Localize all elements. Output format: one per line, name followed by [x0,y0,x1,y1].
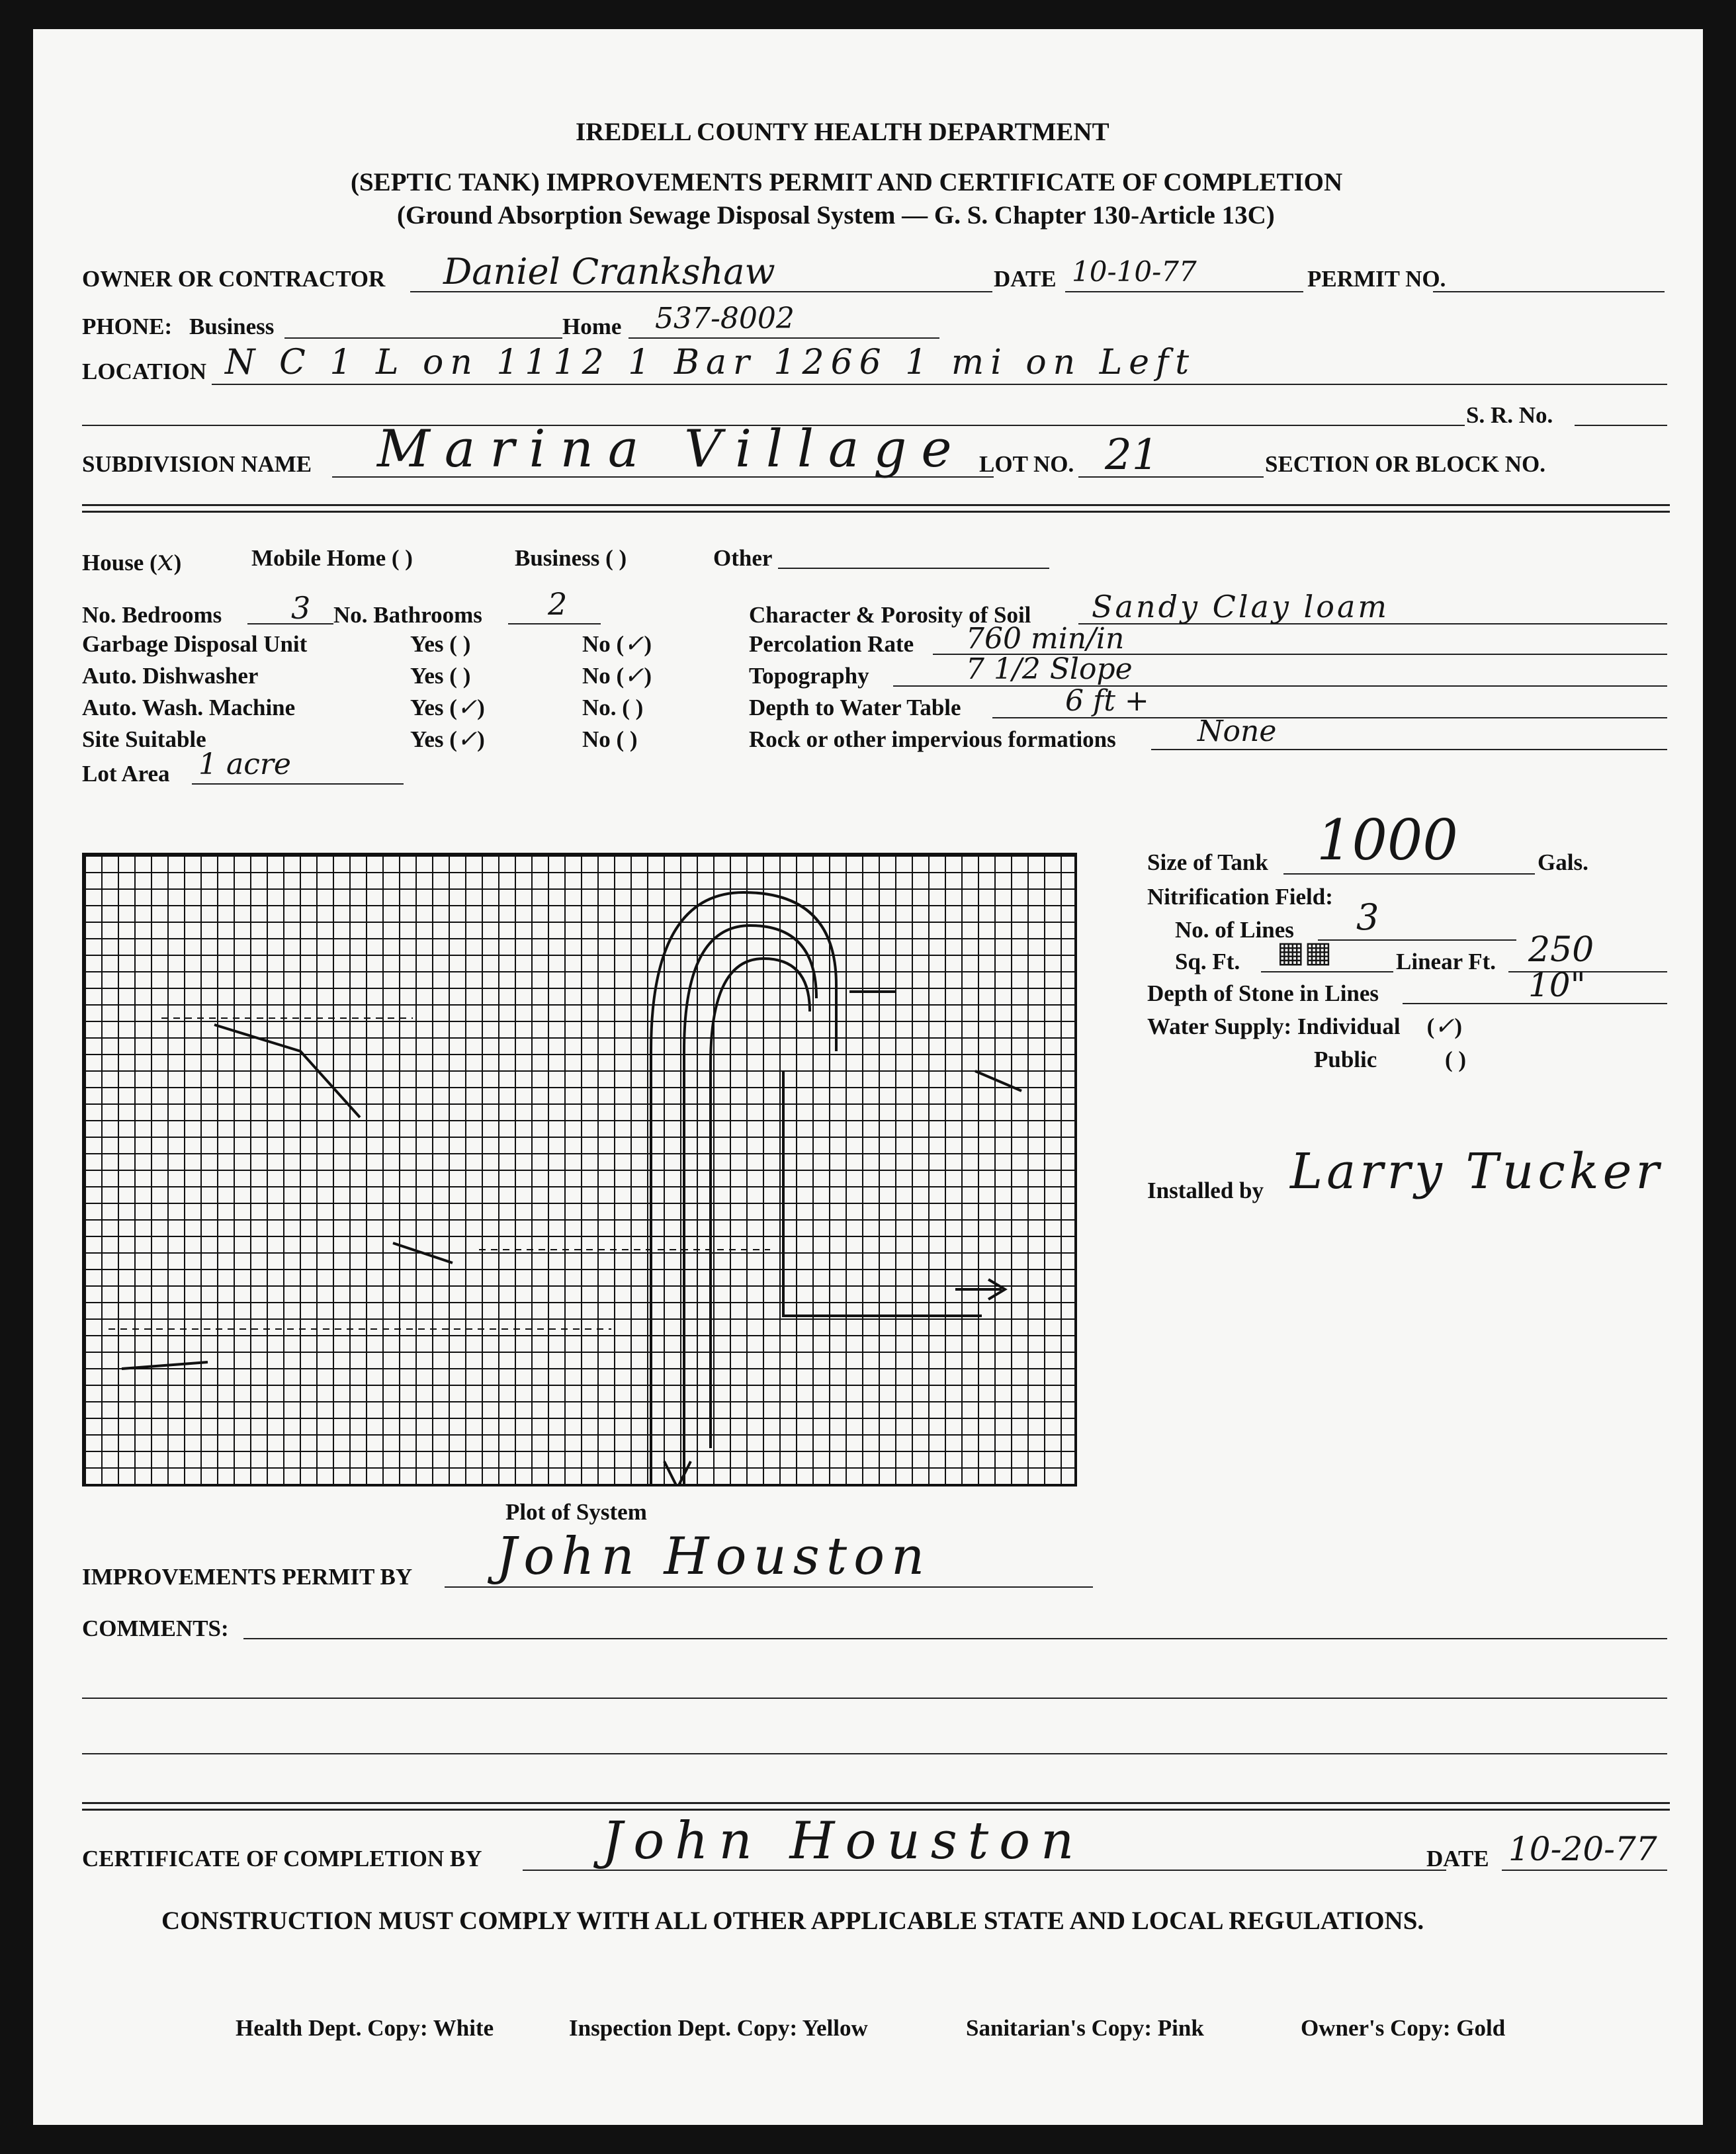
topo-label: Topography [749,663,869,689]
sr-no-line [1575,425,1667,426]
permit-no-line [1433,291,1665,292]
comments-line-1 [243,1638,1667,1639]
other-line [778,568,1049,569]
dishwasher-no-mark: ✓ [624,662,644,689]
public-checkbox: ( ) [1445,1047,1467,1072]
copy-owner: Owner's Copy: Gold [1301,2015,1506,2041]
date2-line [1502,1870,1667,1871]
lot-no-label: LOT NO. [979,451,1074,477]
bedrooms-label: No. Bedrooms [82,602,222,628]
gals-label: Gals. [1538,849,1588,875]
plot-caption: Plot of System [505,1499,647,1525]
copy-sanitarian: Sanitarian's Copy: Pink [966,2015,1204,2041]
wash-machine-no: No. ( ) [582,695,644,720]
site-suitable-yes: Yes (✓) [410,726,485,753]
sqft-label: Sq. Ft. [1175,949,1240,974]
house-label: House (x) [82,544,182,578]
permit-no-label: PERMIT NO. [1307,266,1446,292]
certificate-by-label: CERTIFICATE OF COMPLETION BY [82,1846,482,1872]
subdivision-label: SUBDIVISION NAME [82,451,312,477]
bathrooms-label: No. Bathrooms [333,602,482,628]
depth-stone-value: 10" [1528,966,1586,1004]
sqft-line [1261,971,1393,972]
bathrooms-line [508,623,601,625]
depth-stone-label: Depth of Stone in Lines [1147,980,1379,1006]
perc-value: 760 min/in [966,622,1125,656]
bedrooms-line [247,623,333,625]
sr-no-label: S. R. No. [1466,402,1553,428]
dishwasher-yes: Yes ( ) [410,663,471,689]
phone-label: PHONE: [82,314,173,339]
linear-ft-value: 250 [1528,930,1594,970]
owner-label: OWNER OR CONTRACTOR [82,266,386,292]
rock-value: None [1197,714,1277,748]
regulations-notice: CONSTRUCTION MUST COMPLY WITH ALL OTHER APPLICABLE STATE AND LOCAL REGULATIONS. [161,1907,1424,1935]
garbage-no: No (✓) [582,630,652,658]
wash-machine-yes-mark: ✓ [456,694,478,721]
site-suitable-label: Site Suitable [82,726,206,752]
business-phone-label: Business [189,314,275,339]
other-label: Other [713,545,773,571]
rock-line [1151,749,1667,750]
water-supply-label: Water Supply: Individual (✓) [1147,1013,1463,1040]
rock-label: Rock or other impervious formations [749,726,1116,752]
home-phone-value: 537-8002 [655,302,795,335]
permit-sheet [33,29,1703,2125]
department-title: IREDELL COUNTY HEALTH DEPARTMENT [576,118,1109,146]
no-lines-label: No. of Lines [1175,917,1294,943]
divider-1 [82,504,1670,513]
form-subtitle: (Ground Absorption Sewage Disposal System — G. S. Chapter 130-Article 13C) [397,201,1275,230]
copy-inspection: Inspection Dept. Copy: Yellow [569,2015,868,2041]
garbage-yes: Yes ( ) [410,631,471,657]
business-type-label: Business ( ) [515,545,627,571]
size-tank-line [1283,873,1535,875]
soil-label: Character & Porosity of Soil [749,602,1031,628]
date-value: 10-10-77 [1072,255,1197,288]
house-mark: x [157,544,174,578]
subdivision-value: Marina Village [377,419,967,479]
public-label: Public [1314,1047,1377,1072]
home-phone-label: Home [562,314,622,339]
wash-machine-yes: Yes (✓) [410,694,485,721]
soil-value: Sandy Clay loam [1092,589,1390,625]
comments-line-2 [82,1698,1667,1699]
improvements-by-line [445,1586,1093,1588]
water-table-value: 6 ft + [1065,684,1149,718]
no-lines-value: 3 [1356,896,1379,938]
no-lines-line [1318,939,1516,941]
certificate-by-value: John Houston [602,1811,1085,1871]
location-line [212,384,1667,385]
date2-value: 10-20-77 [1508,1830,1657,1868]
perc-label: Percolation Rate [749,631,914,657]
copy-health: Health Dept. Copy: White [236,2015,494,2041]
site-suitable-no: No ( ) [582,726,638,752]
date2-label: DATE [1426,1846,1489,1872]
installed-by-value: Larry Tucker [1290,1143,1663,1200]
date-label: DATE [994,266,1057,292]
home-phone-line [629,337,939,339]
location-label: LOCATION [82,359,206,384]
topo-value: 7 1/2 Slope [966,652,1133,686]
site-suitable-yes-mark: ✓ [456,726,478,753]
water-supply-individual-mark: ✓ [1434,1013,1455,1040]
location-value: N C 1 L on 1112 1 Bar 1266 1 mi on Left [225,343,1196,382]
plot-sketch [82,853,1077,1486]
nitrification-label: Nitrification Field: [1147,884,1333,910]
size-tank-value: 1000 [1317,808,1458,873]
lot-area-value: 1 acre [198,748,291,781]
owner-value: Daniel Crankshaw [443,251,775,292]
comments-line-3 [82,1753,1667,1754]
improvements-by-label: IMPROVEMENTS PERMIT BY [82,1564,413,1590]
lot-area-line [192,783,404,785]
linear-ft-label: Linear Ft. [1396,949,1497,974]
water-table-label: Depth to Water Table [749,695,961,720]
bathrooms-value: 2 [548,586,568,622]
improvements-by-value: John Houston [496,1527,932,1586]
lot-no-value: 21 [1105,431,1159,480]
mobile-home-label: Mobile Home ( ) [251,545,413,571]
sqft-scribble: ▦▦ [1277,935,1332,969]
size-tank-label: Size of Tank [1147,849,1268,875]
lot-area-label: Lot Area [82,761,170,787]
comments-label: COMMENTS: [82,1616,229,1641]
divider-2 [82,1802,1670,1811]
garbage-label: Garbage Disposal Unit [82,631,308,657]
garbage-no-mark: ✓ [624,630,644,658]
bedrooms-value: 3 [291,590,311,626]
form-title: (SEPTIC TANK) IMPROVEMENTS PERMIT AND CERTIFICATE OF COMPLETION [351,168,1343,196]
installed-by-label: Installed by [1147,1178,1264,1203]
dishwasher-no: No (✓) [582,662,652,689]
date-line [1065,291,1303,292]
section-label: SECTION OR BLOCK NO. [1265,451,1545,477]
wash-machine-label: Auto. Wash. Machine [82,695,296,720]
dishwasher-label: Auto. Dishwasher [82,663,259,689]
business-phone-line [284,337,562,339]
